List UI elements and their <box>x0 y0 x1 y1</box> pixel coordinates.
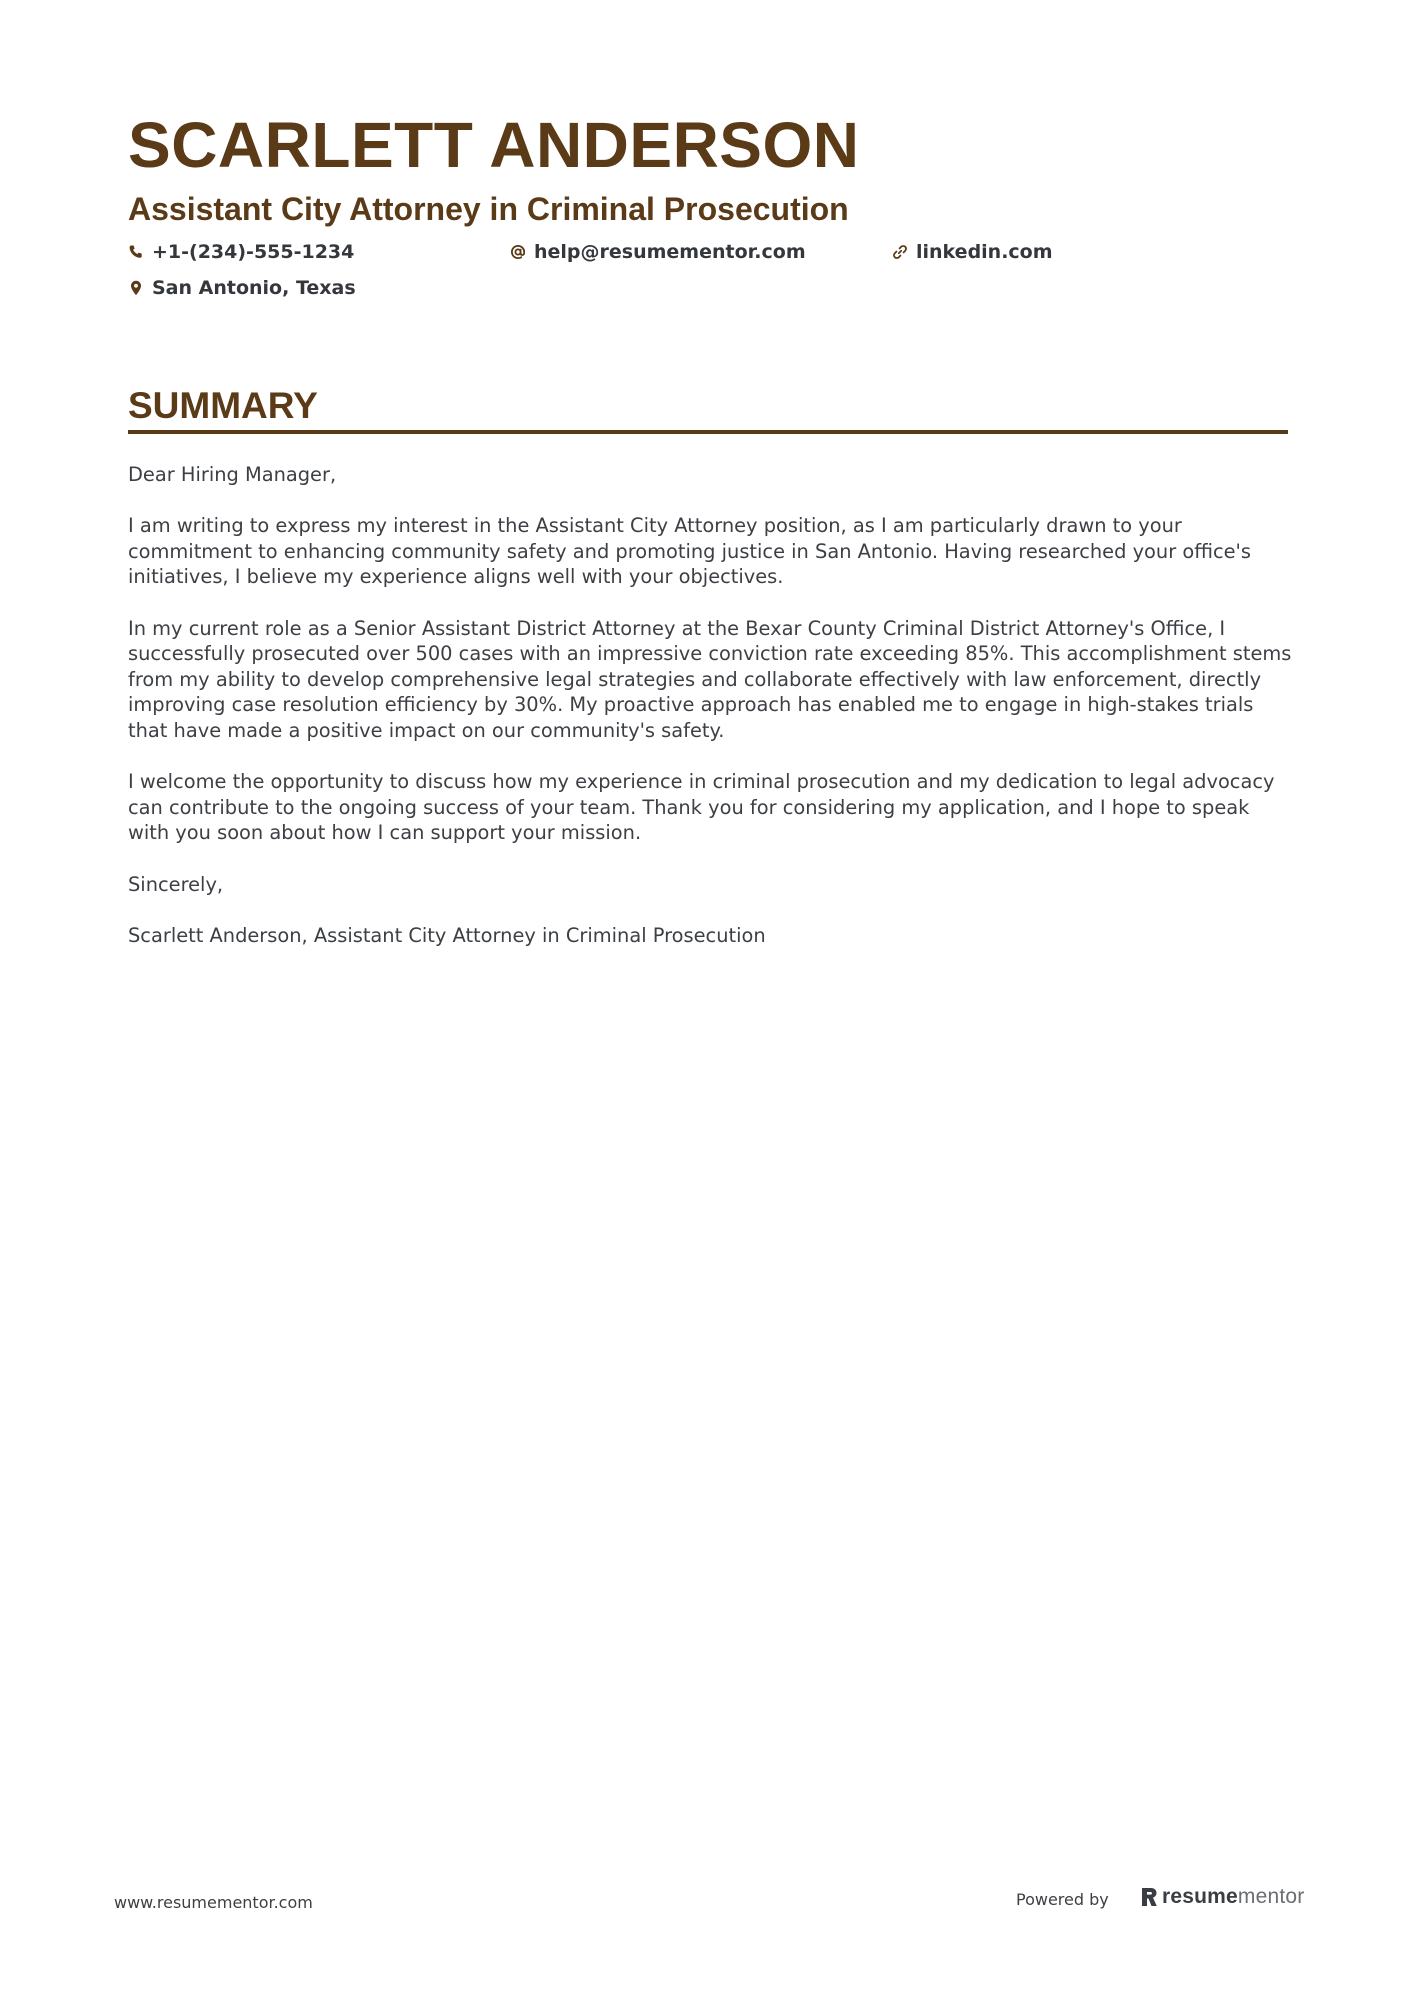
summary-heading: SUMMARY <box>128 385 318 426</box>
phone-icon <box>128 244 144 260</box>
letter-paragraph: In my current role as a Senior Assistant District Attorney at the Bexar County Criminal District Attorney's Office, I successfully prosecuted over 500 cases with an impressive conviction rate exceeding 85%. This accomplishment stems from my ability to develop comprehensive legal strategies and collaborate effectively with law enforcement, directly improving case resolution efficiency by 30%. My proactive approach has enabled me to engage in high-stakes trials that have made a positive impact on our community's safety. <box>128 616 1292 742</box>
link-text: linkedin.com <box>916 241 1053 263</box>
section-divider <box>128 430 1288 434</box>
contact-link <box>892 241 1053 263</box>
candidate-title: Assistant City Attorney in Criminal Prosecution <box>128 191 849 227</box>
contact-email <box>510 241 806 263</box>
contact-phone <box>128 241 354 263</box>
phone-text: +1-(234)-555-1234 <box>152 241 355 263</box>
map-pin-icon <box>128 280 144 296</box>
contact-location <box>128 277 356 299</box>
candidate-name: SCARLETT ANDERSON <box>128 109 860 181</box>
brand-logo[interactable] <box>1140 1885 1304 1909</box>
location-text: San Antonio, Texas <box>152 277 356 299</box>
letter-paragraph: I am writing to express my interest in the Assistant City Attorney position, as I am particularly drawn to your commitment to enhancing community safety and promoting justice in San Antonio. Having researched your office's initiatives, I believe my experience aligns well with your objectives. <box>128 514 1251 589</box>
brand-wordmark <box>1162 1885 1304 1909</box>
letter-body <box>128 462 1293 974</box>
link-icon <box>892 244 908 260</box>
letter-paragraph: I welcome the opportunity to discuss how my experience in criminal prosecution and my dedication to legal advocacy can contribute to the ongoing success of your team. Thank you for considering my application, and I hope to speak with you soon about how I can support your mission. <box>128 770 1275 845</box>
letter-greeting: Dear Hiring Manager, <box>128 463 337 486</box>
brand-wordmark-light: mentor <box>1237 1885 1305 1908</box>
footer-website[interactable]: www.resumementor.com <box>114 1893 313 1912</box>
at-sign-icon <box>510 244 526 260</box>
letter-signature: Scarlett Anderson, Assistant City Attorney in Criminal Prosecution <box>128 923 766 947</box>
email-text: help@resumementor.com <box>534 241 806 263</box>
letter-closing: Sincerely, <box>128 872 224 896</box>
powered-by-label: Powered by <box>1016 1890 1109 1909</box>
resumementor-logo-icon <box>1140 1886 1158 1908</box>
brand-wordmark-bold: resume <box>1162 1885 1238 1908</box>
